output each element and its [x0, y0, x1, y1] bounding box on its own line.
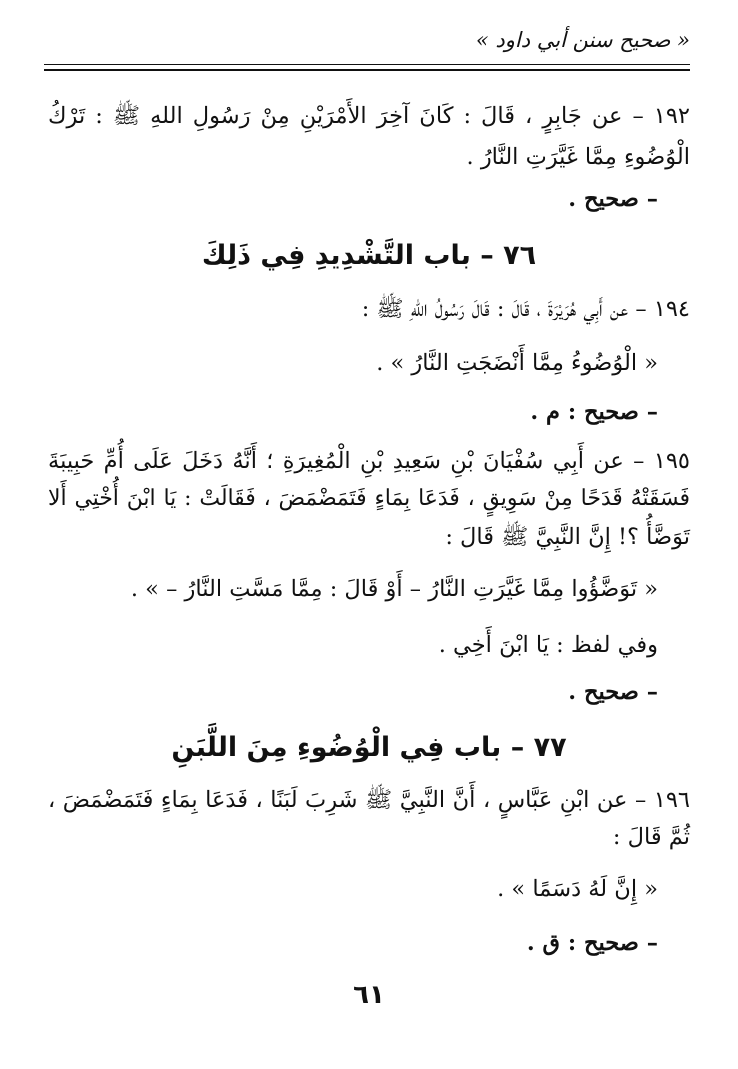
hadith-194-text: « الْوُضُوءُ مِمَّا أَنْضَجَتِ النَّارُ » .: [376, 350, 658, 376]
hadith-194-grade: – صحيح : م .: [530, 399, 658, 425]
hadith-192-line-1: ١٩٢ – عن جَابِرٍ ، قَالَ : كَانَ آخِرَ الأَمْرَيْنِ مِنْ رَسُولِ اللهِ ﷺ : تَرْكُ: [48, 103, 690, 129]
header-rule-thick: [44, 69, 690, 71]
hadith-196-grade: – صحيح : ق .: [526, 930, 658, 956]
page-number: ٦١: [353, 980, 385, 1010]
running-header: « صحيح سنن أبي داود »: [475, 28, 690, 52]
hadith-195-grade: – صحيح .: [568, 679, 658, 705]
hadith-195-line-1: ١٩٥ – عن أَبِي سُفْيَانَ بْنِ سَعِيدِ بْنِ الْمُغِيرَةِ ؛ أَنَّهُ دَخَلَ عَلَى أُمِّ حَبِيبَةَ: [48, 448, 690, 474]
hadith-195-line-2: فَسَقَتْهُ قَدَحًا مِنْ سَوِيقٍ ، فَدَعَا بِمَاءٍ فَتَمَضْمَضَ ، فَقَالَتْ : يَا ابْنَ أُخْتِي أَلا: [48, 486, 690, 511]
hadith-192-line-2: الْوُضُوءِ مِمَّا غَيَّرَتِ النَّارُ .: [466, 144, 690, 170]
hadith-196-line-2: ثُمَّ قَالَ :: [612, 824, 690, 850]
hadith-196-line-1: ١٩٦ – عن ابْنِ عَبَّاسٍ ، أَنَّ النَّبِيَّ ﷺ شَرِبَ لَبَنًا ، فَدَعَا بِمَاءٍ فَتَمَضْمَضَ ،: [48, 787, 690, 813]
hadith-195-line-3: تَوَضَّأُ ؟! إِنَّ النَّبِيَّ ﷺ قَالَ :: [445, 524, 690, 550]
hadith-195-text: « تَوَضَّؤُوا مِمَّا غَيَّرَتِ النَّارُ – أَوْ قَالَ : مِمَّا مَسَّتِ النَّارُ – » .: [130, 576, 658, 602]
hadith-195-variant: وفي لفظ : يَا ابْنَ أَخِي .: [438, 632, 658, 658]
hadith-194-line-1: ١٩٤ – عن أَبِي هُرَيْرَةَ ، قَالَ : قَالَ رَسُولُ اللهِ ﷺ :: [361, 296, 690, 322]
hadith-196-text: « إِنَّ لَهُ دَسَمًا » .: [497, 876, 658, 902]
header-rule-thin: [44, 64, 690, 65]
chapter-77-title: ٧٧ – باب فِي الْوُضُوءِ مِنَ اللَّبَنِ: [171, 732, 567, 763]
hadith-192-grade: – صحيح .: [568, 186, 658, 212]
chapter-76-title: ٧٦ – باب التَّشْدِيدِ فِي ذَلِكَ: [201, 240, 537, 271]
